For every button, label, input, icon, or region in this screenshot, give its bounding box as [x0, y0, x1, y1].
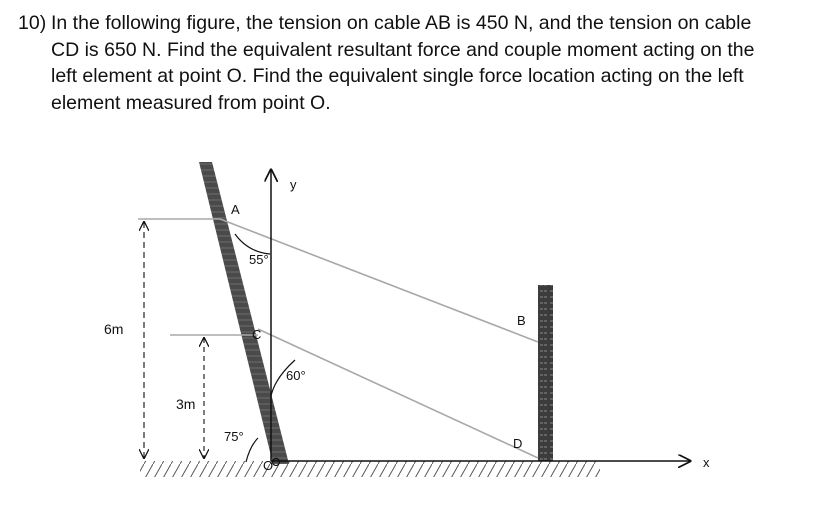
cable-cd [258, 329, 538, 458]
label-b: B [517, 313, 526, 328]
label-angle-55: 55° [249, 252, 269, 267]
question-line-2: CD is 650 N. Find the equivalent resultant force and couple moment acting on the [51, 38, 755, 61]
question-line-1: In the following figure, the tension on cable AB is 450 N, and the tension on cable [51, 12, 752, 34]
ground [140, 461, 600, 477]
question-line-4: element measured from point O. [51, 91, 331, 114]
label-x-axis: x [703, 455, 710, 470]
label-o: O [263, 458, 274, 473]
angle-arc-75 [246, 438, 258, 462]
left-element [199, 162, 289, 464]
label-angle-60: 60° [286, 368, 306, 383]
label-y-axis: y [290, 177, 297, 192]
cable-ab [220, 219, 538, 342]
label-angle-75: 75° [224, 429, 244, 444]
label-a: A [231, 202, 240, 217]
label-3m: 3m [176, 396, 196, 412]
label-6m: 6m [104, 321, 124, 337]
question-number: 10) [18, 12, 47, 34]
label-d: D [513, 436, 523, 451]
label-c: C [252, 327, 262, 342]
right-post [538, 285, 553, 461]
question-line-3: left element at point O. Find the equivalent single force location acting on the left [51, 65, 744, 87]
